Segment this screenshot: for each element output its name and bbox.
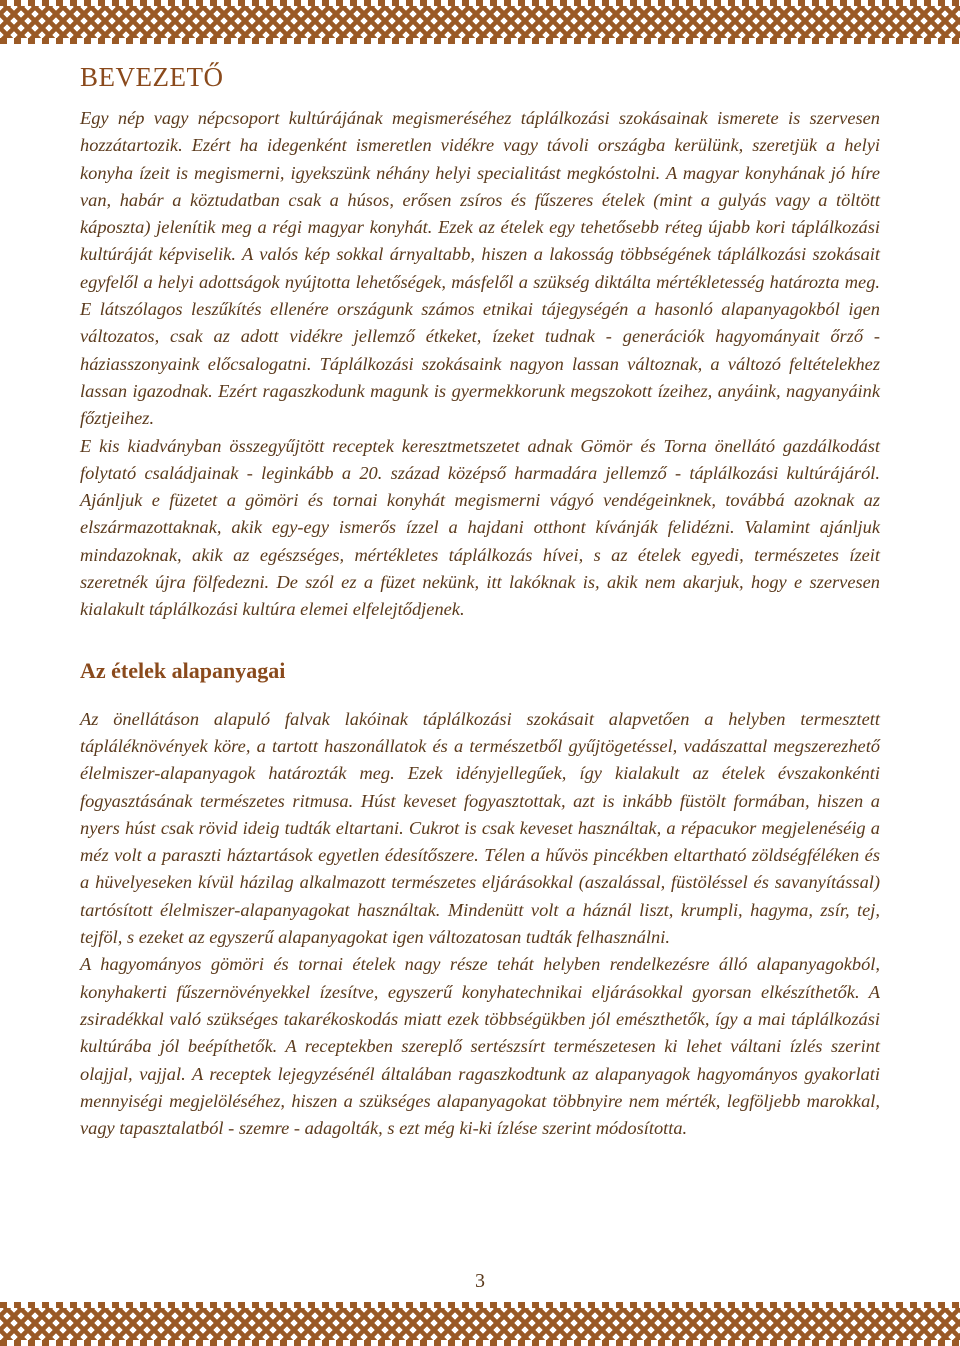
intro-paragraph-2: E kis kiadványban összegyűjtött receptek keresztmetszetet adnak Gömör és Torna önellátó gazdálkodást folytató családjainak - leginkább a 20. század középső harmadára jellemző - táplálkozási kultúrájáról. Ajánljuk e füzetet a gömöri és tornai konyhát megismerni vágyó vendégeinknek, továbbá azoknak az elszármazottaknak, akik egy-egy ismerős ízzel a hajdani otthont kívánják felidézni. Valamint ajánljuk mindazoknak, akik az egészséges, mértékletes táplálkozás hívei, s az ételek egyedi, természetes ízeit szeretnék újra fölfedezni. De szól ez a füzet nekünk, itt lakóknak is, akik nem akarjuk, hogy e szervesen kialakult táplálkozási kultúra elemei elfelejtődjenek. (80, 435, 880, 620)
ingredients-paragraph-1: Az önellátáson alapuló falvak lakóinak táplálkozási szokásait alapvetően a helyben termesztett tápláléknövények köre, a tartott haszonállatok és a természetből gyűjtögetéssel, vadászattal megszerezhető élelmiszer-alapanyagok határozták meg. Ezek idényjellegűek, így kialakult az ételek évszakonkénti fogyasztásának természetes ritmusa. Húst keveset fogyasztottak, azt is inkább füstölt formában, hiszen a nyers húst csak rövid ideig tudták eltartani. Cukrot is csak keveset használtak, a répacukor megjelenéséig a méz volt a paraszti háztartások egyetlen édesítőszere. Télen a hűvös pincékben eltartható zöldségféléken és a hüvelyeseken kívül házilag alkalmazott természetes eljárásokkal (aszalással, füstöléssel és savanyítással) tartósított élelmiszer-alapanyagokat használtak. Mindenütt volt a háznál liszt, krumpli, hagyma, zsír, tej, tejföl, s ezeket az egyszerű alapanyagokat igen változatosan tudták felhasználni. (80, 708, 880, 948)
decorative-border-bottom (0, 1302, 960, 1346)
ingredients-paragraph-2: A hagyományos gömöri és tornai ételek nagy része tehát helyben rendelkezésre álló alapanyagokból, konyhakerti fűszernövényekkel ízesítve, egyszerű konyhatechnikai eljárásokkal gyorsan elkészíthetők. A zsiradékkal való szükséges takarékoskodás miatt ezek többségükben jól emészthetők, így a mai táplálkozási kultúrába jól beépíthetők. A receptekben szereplő sertészsírt természetesen ki lehet váltani ízlés szerint olajjal, vajjal. A receptek lejegyzésénél általában ragaszkodtunk az alapanyagok hagyományos gyakorlati mennyiségi megjelöléséhez, hiszen a szükséges alapanyagokat többnyire nem mérték, legföljebb marokkal, vagy tapasztalatból - szemre - adagolták, s ezt még ki-ki ízlése szerint módosította. (80, 954, 880, 1139)
page-content (80, 62, 880, 1142)
section-title-introduction: BEVEZETŐ (80, 62, 224, 92)
intro-paragraph-1: Egy nép vagy népcsoport kultúrájának megismeréséhez táplálkozási szokásainak ismerete is szervesen hozzátartozik. Ezért ha idegenként ismeretlen vidékre vagy távoli országba kerülünk, szeretjük a helyi konyha ízeit is megismerni, igyekszünk néhány helyi specialitást megkóstolni. A magyar konyhának jó híre van, habár a köztudatban csak a húsos, erősen zsíros és fűszeres ételek (mint a gulyás vagy a töltött káposzta) jelenítik meg a régi magyar konyhát. Ezek az ételek egy tehetősebb réteg újabb kori táplálkozási kultúráját képviselik. A valós kép sokkal árnyaltabb, hiszen a lakosság többségének táplálkozási szokásait egyfelől a helyi adottságok nyújtotta lehetőségek, másfelől a szükség diktálta mértékletesség határozta meg. E látszólagos leszűkítés ellenére országunk számos etnikai tájegységén a hasonló alapanyagokból igen változatos, csak az adott vidékre jellemző étkeket, ízeket tudnak - generációk hagyományait őrző - háziasszonyaink előcsalogatni. Táplálkozási szokásaink nagyon lassan változnak, a változó feltételekhez lassan igazodnak. Ezért ragaszkodunk magunk is gyermekkorunk megszokott ízeihez, anyáink, nagyanyáink főztjeihez. (80, 108, 880, 429)
decorative-border-top (0, 0, 960, 44)
section-title-ingredients: Az ételek alapanyagai (80, 657, 286, 683)
page-number: 3 (475, 1270, 485, 1292)
